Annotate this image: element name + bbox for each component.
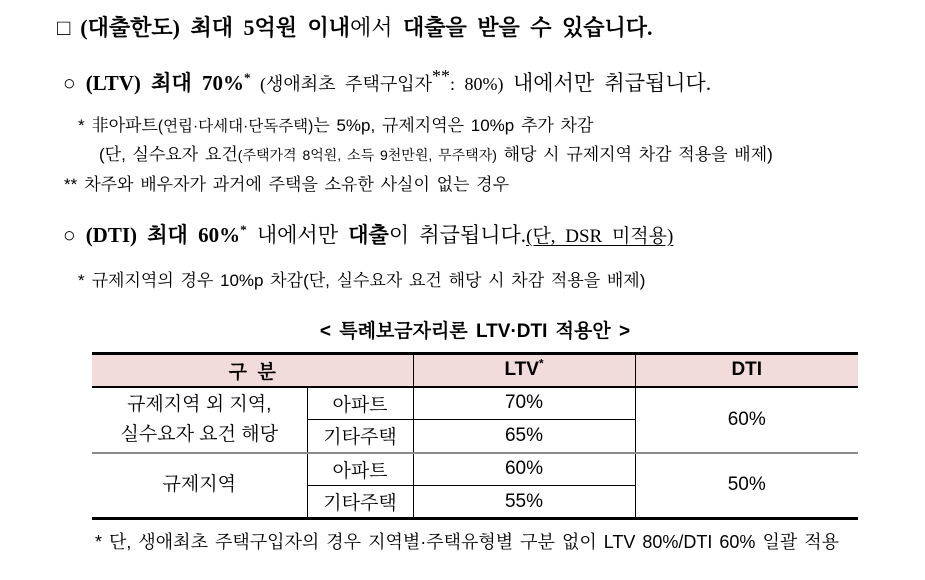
dti-bold-text-2: 대출	[348, 223, 389, 247]
note-text-2: 해당 시 규제지역 차감 적용을 배제)	[496, 145, 773, 164]
note-text-2: 는 5%p, 규제지역은 10%p 추가 차감	[313, 116, 594, 135]
dti-value-cell: 50%	[635, 453, 858, 519]
housing-type-cell: 기타주택	[307, 486, 413, 519]
ltv-sup-asterisk: *	[244, 70, 251, 85]
table-footnote	[95, 529, 925, 556]
col-header-dti: DTI	[635, 354, 858, 387]
square-bullet-icon: □	[57, 15, 71, 40]
table-caption: < 특례보금자리론 LTV·DTI 적용안 >	[319, 321, 631, 342]
note-text: 非아파트	[91, 116, 158, 135]
group-label-line2: 실수요자 요건 해당	[120, 423, 278, 445]
note-text: (단, 실수요자 요건	[99, 145, 238, 164]
note-paren-text: (연립·다세대·단독주택)	[157, 118, 314, 135]
circle-bullet-icon: ○	[63, 223, 76, 247]
dti-regular-text-2: 이 취급됩니다.	[388, 223, 527, 247]
ltv-footnote-1	[78, 113, 925, 140]
dti-value-cell: 60%	[635, 387, 858, 453]
table-row	[92, 387, 858, 420]
table-row	[92, 453, 858, 486]
group-label-line1: 규제지역 외 지역,	[127, 393, 272, 415]
group-cell-nonregulated	[92, 387, 307, 453]
asterisk-marker: *	[78, 271, 85, 290]
ltv-bold-text: (LTV) 최대 70%	[85, 71, 244, 95]
housing-type-cell: 아파트	[307, 453, 413, 486]
note-text: 규제지역의 경우 10%p 차감(단, 실수요자 요건 해당 시 차감 적용을 배제)	[91, 271, 646, 290]
ltv-value-cell: 55%	[413, 486, 635, 519]
ltv-paren-sup: **	[432, 66, 451, 86]
ltv-paren-text: (생애최초 주택구입자	[250, 74, 433, 94]
dti-footnote	[78, 268, 925, 294]
dti-underlined-text: (단, DSR 미적용)	[526, 226, 674, 247]
ltv-paren-close: : 80%)	[450, 74, 514, 94]
heading-text-bold2: 대출을 받을 수 있습니다.	[403, 15, 653, 40]
housing-type-cell: 기타주택	[307, 420, 413, 453]
dti-bold-text: (DTI) 최대 60%	[85, 223, 241, 247]
ltv-header-label: LTV	[504, 359, 539, 381]
note-paren-text: (주택가격 8억원, 소득 9천만원, 무주택자)	[237, 147, 497, 163]
housing-type-cell: 아파트	[307, 387, 413, 420]
footnote-text: 단, 생애최초 주택구입자의 경우 지역별·주택유형별 구분 없이 LTV 80%/DTI 60% 일괄 적용	[109, 532, 839, 552]
ltv-dti-table	[92, 352, 858, 520]
main-heading	[57, 12, 925, 43]
asterisk-marker: *	[78, 116, 85, 135]
group-cell-regulated: 규제지역	[92, 453, 307, 519]
ltv-value-cell: 60%	[413, 453, 635, 486]
ltv-footnote-2	[64, 172, 925, 198]
table-header-row	[92, 354, 858, 387]
ltv-footnote-1b	[99, 142, 925, 168]
double-asterisk-marker: **	[64, 175, 78, 194]
ltv-heading	[63, 66, 925, 101]
heading-text-bold: (대출한도) 최대 5억원 이내	[80, 15, 350, 40]
col-header-category: 구 분	[92, 354, 413, 387]
asterisk-marker: *	[95, 532, 103, 552]
ltv-regular-text: 내에서만 취급됩니다.	[513, 71, 712, 95]
note-text: 차주와 배우자가 과거에 주택을 소유한 사실이 없는 경우	[84, 175, 510, 194]
ltv-header-sup: *	[538, 357, 544, 371]
ltv-value-cell: 70%	[413, 387, 635, 420]
ltv-value-cell: 65%	[413, 420, 635, 453]
dti-sup-asterisk: *	[240, 222, 247, 237]
heading-text-regular: 에서	[349, 15, 403, 40]
circle-bullet-icon: ○	[63, 71, 76, 95]
dti-heading	[63, 218, 925, 254]
col-header-ltv	[413, 354, 635, 387]
dti-regular-text: 내에서만	[246, 223, 349, 247]
